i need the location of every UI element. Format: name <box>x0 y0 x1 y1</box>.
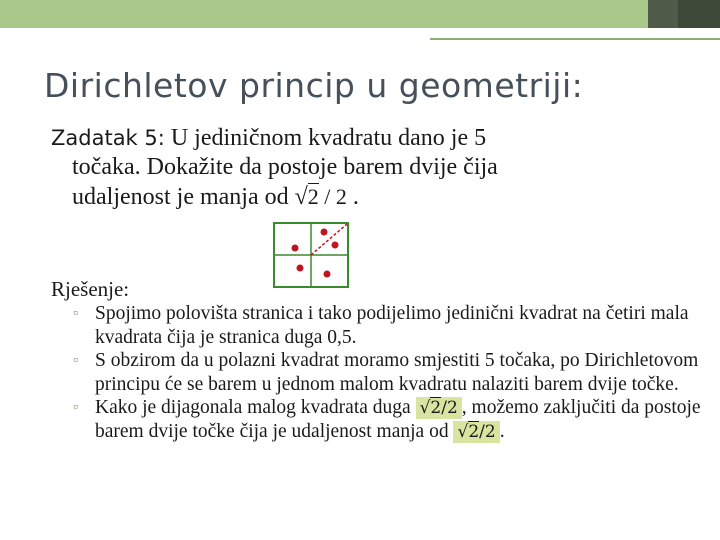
task-line-3-text: udaljenost je manja od <box>72 184 289 210</box>
task-text <box>51 124 691 212</box>
square-bullet-icon: ▫ <box>73 306 78 321</box>
task-line-1: U jediničnom kvadratu dano je 5 <box>164 125 487 151</box>
task-label: Zadatak 5: <box>51 126 165 150</box>
bullet-text: , možemo zaključiti da postoje barem dvije točke čija je udaljenost manja od <box>95 397 701 442</box>
task-line-2: točaka. Dokažite da postoje barem dvije čija <box>72 154 498 180</box>
bullet-text: S obzirom da u polazni kvadrat moramo smjestiti 5 točaka, po Dirichletovom principu će se barem u jednom malom kvadratu nalaziti barem dvije točke. <box>95 350 699 395</box>
list-item <box>73 396 703 443</box>
sqrt-expression: √2 / 2 <box>294 184 347 210</box>
point <box>292 245 299 252</box>
sqrt-radicand: 2 <box>430 398 442 418</box>
task-end: . <box>352 184 359 210</box>
solution-title: Rješenje: <box>51 277 130 301</box>
unit-square-figure <box>273 222 349 288</box>
sqrt-highlight: √2/2 <box>416 397 462 419</box>
sqrt-denominator: /2 <box>441 398 458 418</box>
top-decor-bar <box>0 0 720 28</box>
bullet-text: Spojimo polovišta stranica i tako podijelimo jedinični kvadrat na četiri mala kvadrata čija je stranica duga 0,5. <box>95 303 689 348</box>
slide-title: Dirichletov princip u geometriji: <box>44 66 584 105</box>
point <box>332 242 339 249</box>
bullet-text: Kako je dijagonala malog kvadrata duga <box>95 397 411 418</box>
sqrt-highlight: √2/2 <box>453 421 499 443</box>
point <box>297 265 304 272</box>
solution-bullets <box>73 302 703 443</box>
square-bullet-icon: ▫ <box>73 400 78 415</box>
top-bar-segment <box>0 0 648 28</box>
title-rule <box>430 38 720 40</box>
top-bar-segment <box>678 0 720 28</box>
square-bullet-icon: ▫ <box>73 353 78 368</box>
list-item <box>73 302 703 349</box>
sqrt-radicand: 2 <box>307 184 319 209</box>
sqrt-radicand: 2 <box>468 421 480 442</box>
sqrt-denominator: /2 <box>479 421 496 442</box>
sqrt-denominator: / 2 <box>318 184 347 209</box>
point <box>321 229 328 236</box>
bullet-end: . <box>499 420 505 442</box>
point <box>324 271 331 278</box>
task-line-3 <box>51 182 691 212</box>
list-item <box>73 349 703 396</box>
diagonal-dashed <box>311 224 347 255</box>
